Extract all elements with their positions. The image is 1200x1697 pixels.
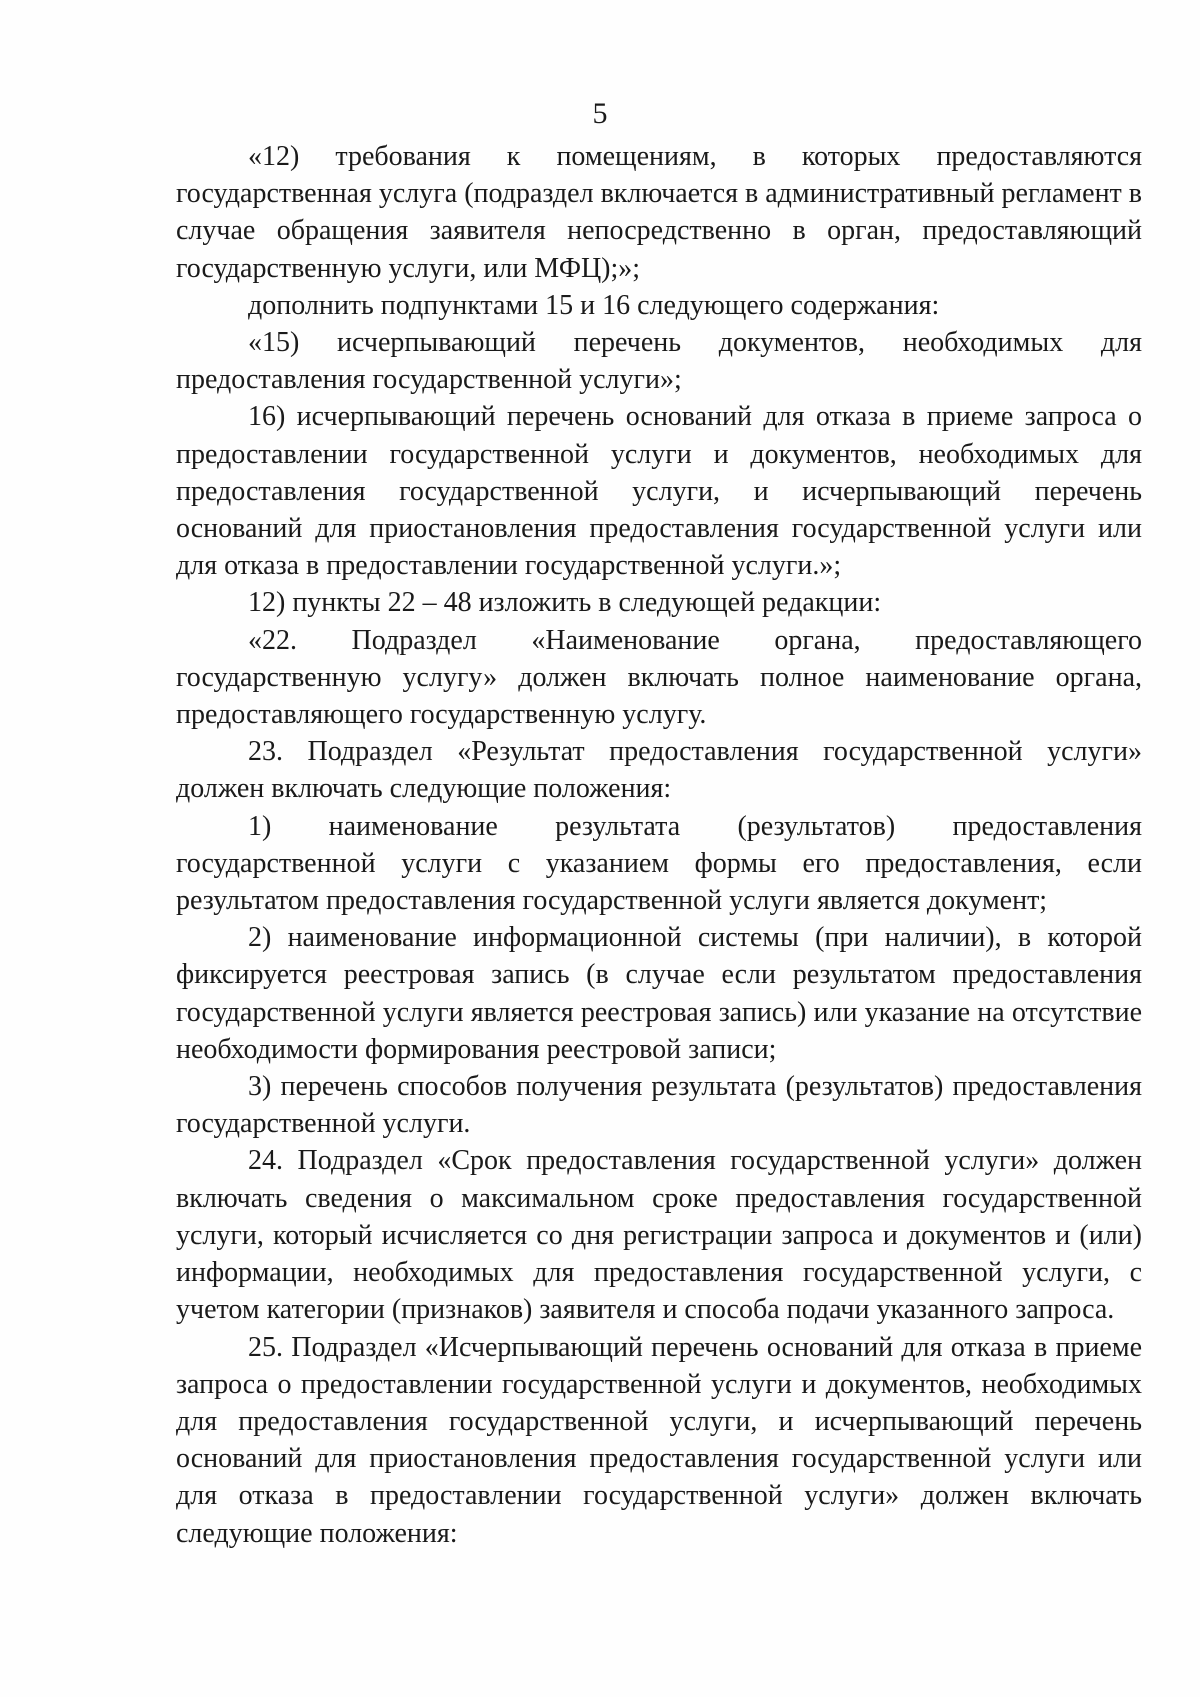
paragraph-add-subitems: дополнить подпунктами 15 и 16 следующего содержания: xyxy=(248,289,940,321)
paragraph-point-23-1: 1) наименование результата (результатов) предоставления государственной услуги с указанием формы его предоставления, если результатом предоставления государственной услуги является документ; xyxy=(176,810,1142,917)
paragraph-item-12: «12) требования к помещениям, в которых предоставляются государственная услуга (подраздел включается в административный регламент в случае обращения заявителя непосредственно в орган, предоставляющий государственную услуги, или МФЦ);»; xyxy=(176,141,1143,284)
paragraph-item-16: 16) исчерпывающий перечень оснований для отказа в приеме запроса о предоставлении государственной услуги и документов, необходимых для предоставления государственной услуги, и исчерпывающий перечень оснований для приостановления предоставления государственной услуги или для отказа в предоставлении государственной услуги.»; xyxy=(176,401,1142,582)
page-number: 5 xyxy=(592,97,608,130)
paragraph-point-24: 24. Подраздел «Срок предоставления государственной услуги» должен включать сведения о максимальном сроке предоставления государственной услуги, который исчисляется со дня регистрации запроса и документов и (или) информации, необходимых для предоставления государственной услуги, с учетом категории (признаков) заявителя и способа подачи указанного запроса. xyxy=(176,1145,1142,1326)
paragraph-item-15: «15) исчерпывающий перечень документов, необходимых для предоставления государственной услуги»; xyxy=(176,327,1142,396)
paragraph-point-23: 23. Подраздел «Результат предоставления государственной услуги» должен включать следующие положения: xyxy=(176,736,1142,805)
paragraph-point-23-2: 2) наименование информационной системы (при наличии), в которой фиксируется реестровая запись (в случае если результатом предоставления государственной услуги является реестровая запись) или указание на отсутствие необходимости формирования реестровой записи; xyxy=(176,922,1142,1065)
paragraph-point-22: «22. Подраздел «Наименование органа, предоставляющего государственную услугу» должен включать полное наименование органа, предоставляющего государственную услугу. xyxy=(176,624,1142,731)
paragraph-amend-points: 12) пункты 22 – 48 изложить в следующей редакции: xyxy=(248,587,882,619)
paragraph-point-23-3: 3) перечень способов получения результата (результатов) предоставления государственной услуги. xyxy=(176,1071,1142,1140)
paragraph-point-25: 25. Подраздел «Исчерпывающий перечень оснований для отказа в приеме запроса о предоставлении государственной услуги и документов, необходимых для предоставления государственной услуги, и исчерпывающий перечень оснований для приостановления предоставления государственной услуги или для отказа в предоставлении государственной услуги» должен включать следующие положения: xyxy=(176,1331,1142,1549)
document-body xyxy=(176,138,1142,1552)
